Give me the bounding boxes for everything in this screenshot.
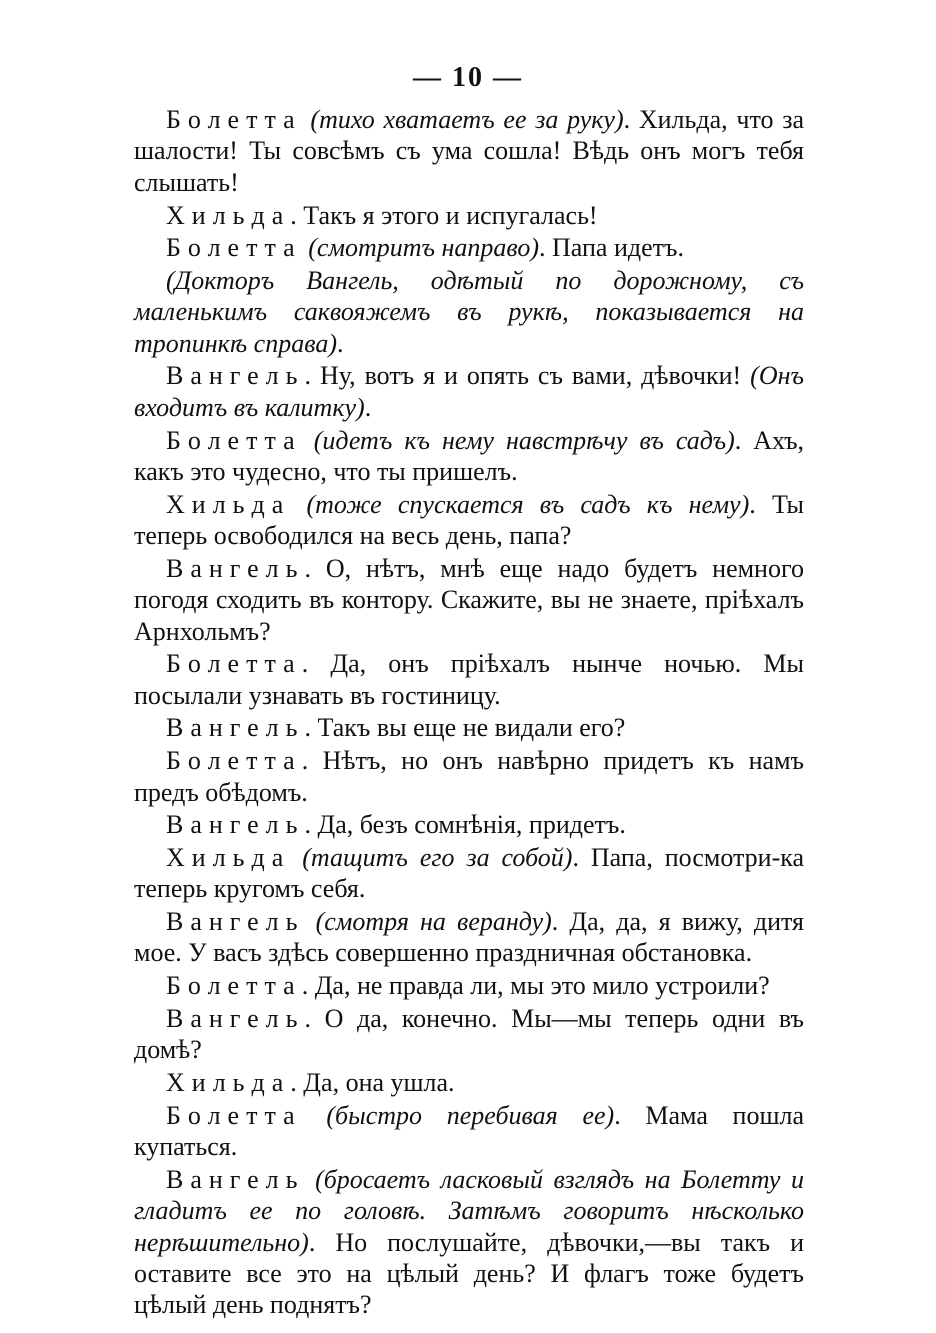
- dialogue-paragraph: [134, 1003, 804, 1066]
- speaker-name: Болетта: [166, 1100, 302, 1130]
- page-number: — 10 —: [413, 62, 523, 93]
- speaker-name: Вангель: [166, 713, 305, 743]
- dialogue-text: . О, нѣтъ, мнѣ еще надо будетъ немного погодя сходить въ контору. Скажите, вы не знаете, пріѣхалъ Арнхольмъ?: [134, 553, 804, 646]
- dialogue-text: . Да, онъ пріѣхалъ нынче ночью. Мы посылали узнавать въ гостиницу.: [134, 649, 804, 710]
- speaker-name: Болетта: [166, 649, 302, 679]
- dialogue-paragraph: [134, 1164, 804, 1321]
- dialogue-text: . Ахъ, какъ это чудесно, что ты пришелъ.: [134, 425, 805, 486]
- dialogue-text: . Такъ вы еще не видали его?: [304, 713, 626, 743]
- dialogue-paragraph: [134, 360, 804, 423]
- dialogue-text: .: [337, 328, 344, 358]
- speaker-name: Вангель: [166, 553, 305, 583]
- speaker-name: Вангель: [166, 1164, 305, 1194]
- dialogue-paragraph: [134, 265, 804, 359]
- dialogue-paragraph: [134, 648, 804, 711]
- speaker-name: Болетта: [166, 746, 302, 776]
- speaker-name: Болетта: [166, 233, 302, 263]
- dialogue-paragraph: [134, 553, 804, 647]
- dialogue-paragraph: [134, 809, 804, 840]
- stage-direction: (смотритъ направо): [308, 233, 540, 263]
- dialogue-paragraph: [134, 1100, 804, 1163]
- dialogue-paragraph: [134, 745, 804, 808]
- dialogue-paragraph: [134, 232, 804, 263]
- dialogue-text: . Папа идетъ.: [539, 233, 684, 263]
- stage-direction: (Онъ входитъ въ калитку): [134, 361, 804, 422]
- dialogue-paragraph: [134, 842, 804, 905]
- speaker-name: Хильда: [166, 489, 291, 519]
- speaker-name: Вангель: [166, 1003, 305, 1033]
- dialogue-text: . Да, да, я вижу, дитя мое. У васъ здѣсь совершенно праздничная обстановка.: [134, 907, 804, 968]
- speaker-name: Болетта: [166, 971, 302, 1001]
- speaker-name: Болетта: [166, 425, 302, 455]
- dialogue-paragraph: [134, 906, 804, 969]
- dialogue-paragraph: [134, 712, 804, 743]
- dialogue-text: . Нѣтъ, но онъ навѣрно придетъ къ намъ предъ обѣдомъ.: [134, 746, 804, 807]
- stage-direction: (тащитъ его за собой): [302, 842, 573, 872]
- dialogue-text: . Да, она ушла.: [290, 1067, 455, 1097]
- dialogue-paragraph: [134, 1067, 804, 1098]
- dialogue-paragraph: [134, 489, 804, 552]
- dialogue-text: . Ты теперь освободился на весь день, папа?: [134, 489, 805, 551]
- dialogue-text: . Да, безъ сомнѣнія, придетъ.: [304, 810, 626, 840]
- dialogue-text: .: [364, 392, 372, 422]
- dialogue-paragraph: [134, 200, 804, 231]
- stage-direction: (бросаетъ ласковый взглядъ на Болетту и гладитъ ее по головѣ. Затѣмъ говоритъ нѣсколько нерѣшительно): [134, 1164, 804, 1257]
- dialogue-text: . Хильда, что за шалости! Ты совсѣмъ съ ума сошла! Вѣдь онъ могъ тебя слышать!: [134, 105, 805, 197]
- stage-direction: (быстро перебивая ее): [326, 1100, 615, 1130]
- play-text: [134, 104, 804, 1322]
- dialogue-paragraph: [134, 970, 804, 1001]
- stage-direction: (идетъ къ нему навстрѣчу въ садъ): [313, 425, 735, 455]
- dialogue-text: . Да, не правда ли, мы это мило устроили?: [301, 971, 770, 1001]
- dialogue-text: . О да, конечно. Мы—мы теперь одни въ домѣ?: [134, 1003, 804, 1065]
- speaker-name: Хильда: [166, 842, 291, 872]
- dialogue-text: . Папа, посмотри-ка теперь кругомъ себя.: [134, 842, 805, 904]
- speaker-name: Вангель: [166, 361, 305, 391]
- stage-direction: (Докторъ Вангель, одѣтый по дорожному, съ маленькимъ саквояжемъ въ рукѣ, показывается на тропинкѣ справа): [134, 265, 804, 358]
- stage-direction: (смотря на веранду): [315, 907, 552, 937]
- dialogue-text: . Ну, вотъ я и опять съ вами, дѣвочки!: [304, 361, 751, 391]
- stage-direction: (тихо хватаетъ ее за руку): [310, 105, 624, 134]
- dialogue-text: . Такъ я этого и испугалась!: [290, 200, 598, 230]
- dialogue-text: . Мама пошла купаться.: [134, 1100, 804, 1162]
- speaker-name: Хильда: [166, 1067, 291, 1097]
- dialogue-paragraph: [134, 104, 804, 198]
- dialogue-paragraph: [134, 425, 804, 488]
- dialogue-text: . Но послушайте, дѣвочки,—вы такъ и оставите все это на цѣлый день? И флагъ тоже будетъ цѣлый день поднятъ?: [134, 1227, 804, 1320]
- speaker-name: Вангель: [166, 907, 305, 937]
- speaker-name: Болетта: [166, 105, 302, 134]
- speaker-name: Хильда: [166, 200, 291, 230]
- stage-direction: (тоже спускается въ садъ къ нему): [306, 489, 750, 519]
- speaker-name: Вангель: [166, 810, 305, 840]
